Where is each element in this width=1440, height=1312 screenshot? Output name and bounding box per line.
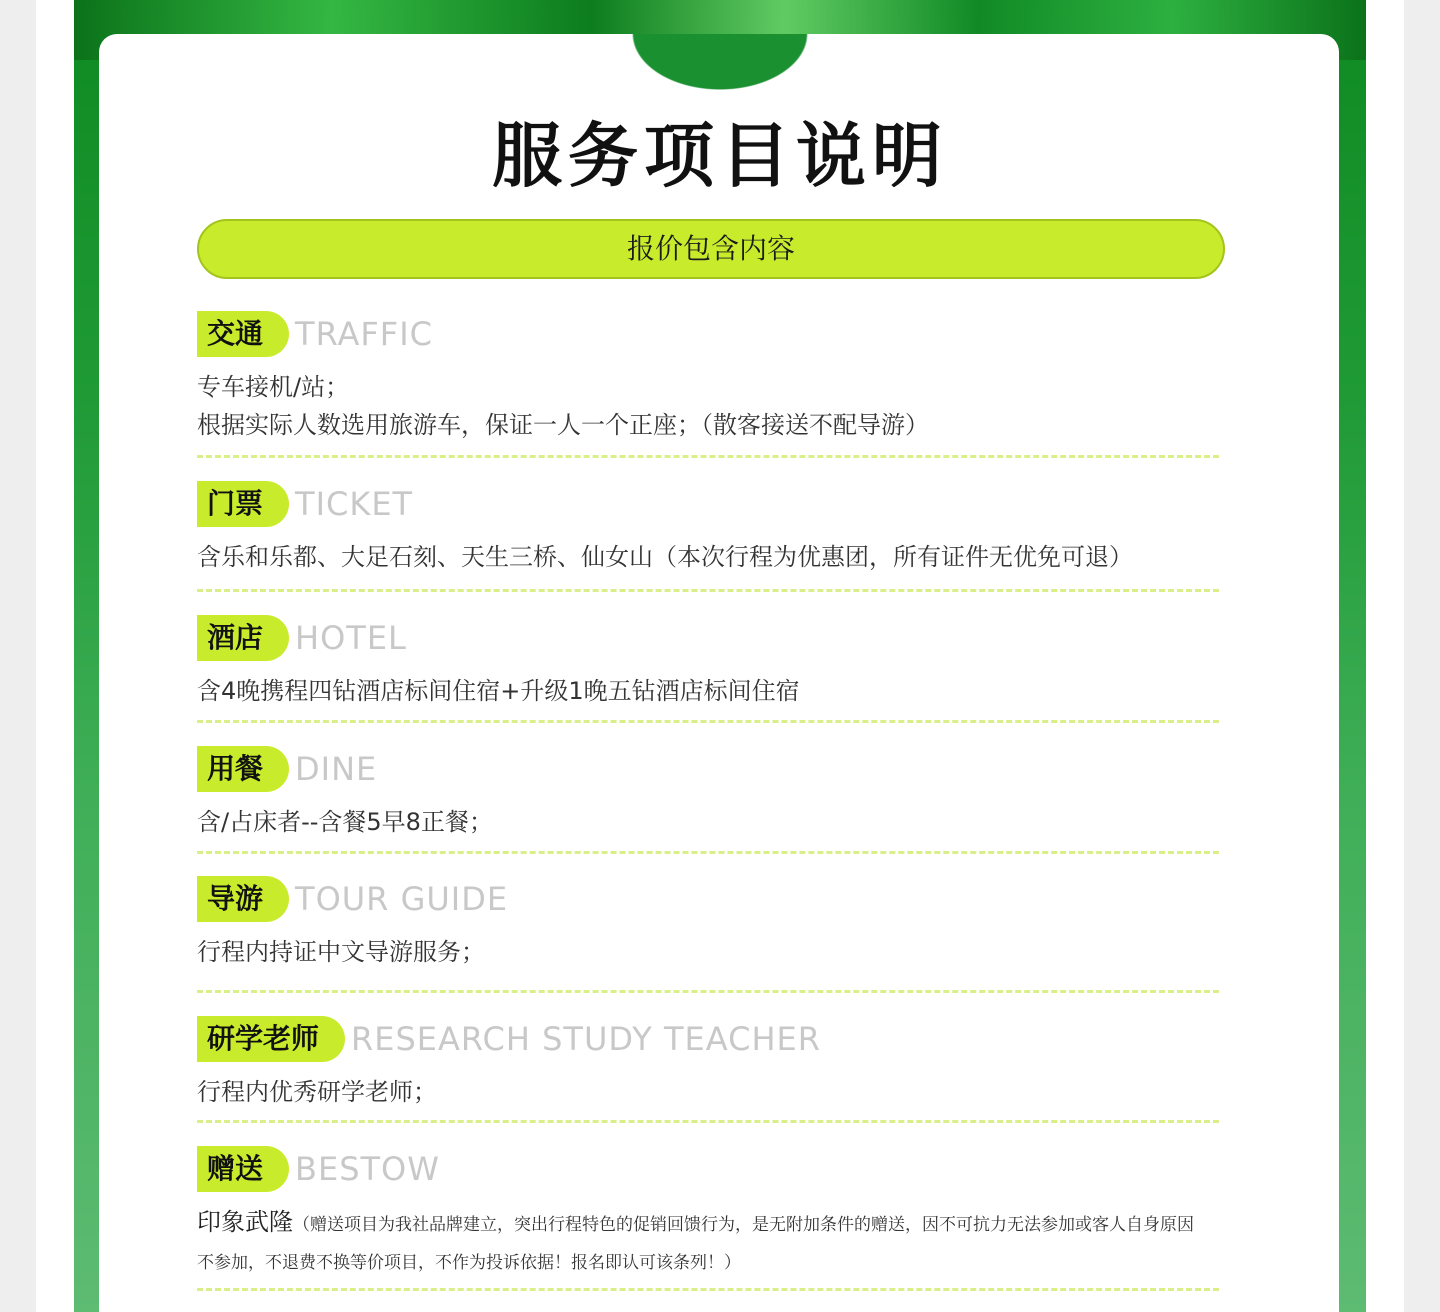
bestow-item: 印象武隆 bbox=[197, 1208, 293, 1236]
text-line: 行程内优秀研学老师； bbox=[197, 1078, 437, 1106]
text-line: 含4晚携程四钻酒店标间住宿+升级1晚五钻酒店标间住宿 bbox=[197, 677, 800, 705]
text-line: 专车接机/站； bbox=[197, 373, 350, 401]
dashed-divider bbox=[197, 1120, 1219, 1123]
bestow-note-cont: 不参加，不退费不换等价项目，不作为投诉依据！报名即认可该条列！） bbox=[197, 1253, 741, 1273]
section-text bbox=[197, 803, 493, 841]
section-tag-en: BESTOW bbox=[295, 1150, 440, 1188]
section-text bbox=[197, 933, 485, 971]
section-tag: 酒店 bbox=[197, 615, 289, 661]
section-tag-en: TRAFFIC bbox=[295, 315, 433, 353]
section-tag: 门票 bbox=[197, 481, 289, 527]
text-line bbox=[197, 1203, 1194, 1244]
section-text bbox=[197, 538, 1133, 576]
dashed-divider bbox=[197, 720, 1219, 723]
bestow-note: （赠送项目为我社品牌建立，突出行程特色的促销回馈行为，是无附加条件的赠送，因不可抗力无法参加或客人自身原因 bbox=[293, 1215, 1194, 1235]
dashed-divider bbox=[197, 455, 1219, 458]
section-text bbox=[197, 368, 929, 444]
text-line: 含/占床者--含餐5早8正餐； bbox=[197, 808, 493, 836]
section-tag: 赠送 bbox=[197, 1146, 289, 1192]
text-line: 含乐和乐都、大足石刻、天生三桥、仙女山（本次行程为优惠团，所有证件无优免可退） bbox=[197, 543, 1133, 571]
text-line: 行程内持证中文导游服务； bbox=[197, 938, 485, 966]
dashed-divider bbox=[197, 990, 1219, 993]
section-tag-en: HOTEL bbox=[295, 619, 407, 657]
section-tag: 研学老师 bbox=[197, 1016, 345, 1062]
section-tag: 交通 bbox=[197, 311, 289, 357]
page-title: 服务项目说明 bbox=[492, 114, 948, 197]
section-text bbox=[197, 1073, 437, 1111]
text-line: 根据实际人数选用旅游车，保证一人一个正座；（散客接送不配导游） bbox=[197, 411, 929, 439]
dashed-divider bbox=[197, 589, 1219, 592]
dashed-divider bbox=[197, 1288, 1219, 1291]
section-tag: 用餐 bbox=[197, 746, 289, 792]
included-banner: 报价包含内容 bbox=[197, 219, 1225, 279]
section-text bbox=[197, 1203, 1194, 1282]
section-tag-en: TOUR GUIDE bbox=[295, 880, 509, 918]
section-tag-en: RESEARCH STUDY TEACHER bbox=[351, 1020, 821, 1058]
section-text bbox=[197, 672, 800, 710]
section-tag-en: DINE bbox=[295, 750, 378, 788]
card-notch bbox=[632, 34, 808, 90]
section-tag-en: TICKET bbox=[295, 485, 414, 523]
section-tag: 导游 bbox=[197, 876, 289, 922]
dashed-divider bbox=[197, 851, 1219, 854]
